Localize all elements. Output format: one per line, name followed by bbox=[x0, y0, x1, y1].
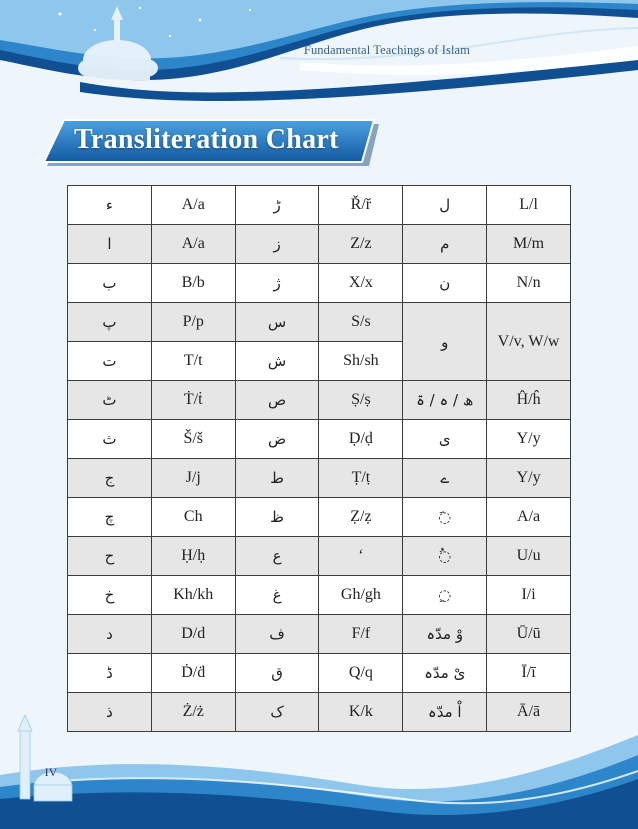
latin-transliteration: Ṭ/ṭ bbox=[319, 459, 403, 498]
latin-transliteration: I/i bbox=[487, 576, 571, 615]
latin-transliteration: Ř/ř bbox=[319, 186, 403, 225]
book-title: Fundamental Teachings of Islam bbox=[303, 43, 470, 57]
arabic-diacritic: ◌ِ bbox=[403, 576, 487, 615]
table-row bbox=[68, 225, 571, 264]
latin-transliteration: S/s bbox=[319, 303, 403, 342]
latin-transliteration: M/m bbox=[487, 225, 571, 264]
latin-transliteration: Y/y bbox=[487, 459, 571, 498]
latin-transliteration: U/u bbox=[487, 537, 571, 576]
arabic-letter: ص bbox=[235, 381, 319, 420]
latin-transliteration: Gh/gh bbox=[319, 576, 403, 615]
arabic-letter: ظ bbox=[235, 498, 319, 537]
arabic-letter: وْ مدّہ bbox=[403, 615, 487, 654]
arabic-letter: ڈ bbox=[68, 654, 152, 693]
arabic-diacritic: ◌َ bbox=[403, 498, 487, 537]
arabic-letter: ٹ bbox=[68, 381, 152, 420]
arabic-letter: ب bbox=[68, 264, 152, 303]
arabic-letter: ث bbox=[68, 420, 152, 459]
latin-transliteration: Q/q bbox=[319, 654, 403, 693]
latin-transliteration: A/a bbox=[151, 225, 235, 264]
table-row bbox=[68, 381, 571, 420]
latin-transliteration: Ẓ/ẓ bbox=[319, 498, 403, 537]
table-row bbox=[68, 186, 571, 225]
latin-transliteration: Kh/kh bbox=[151, 576, 235, 615]
arabic-letter: د bbox=[68, 615, 152, 654]
latin-transliteration: Ch bbox=[151, 498, 235, 537]
arabic-letter: ش bbox=[235, 342, 319, 381]
arabic-diacritic: ◌ُ bbox=[403, 537, 487, 576]
arabic-letter: ا bbox=[68, 225, 152, 264]
arabic-letter: ھ / ہ / ۃ bbox=[403, 381, 487, 420]
footer-wave-decoration bbox=[0, 715, 638, 829]
arabic-letter: ف bbox=[235, 615, 319, 654]
latin-transliteration: Ĥ/ĥ bbox=[487, 381, 571, 420]
arabic-letter: ک bbox=[235, 693, 319, 732]
latin-transliteration: Ḍ/ḍ bbox=[319, 420, 403, 459]
table-row bbox=[68, 459, 571, 498]
latin-transliteration: L/l bbox=[487, 186, 571, 225]
table-row bbox=[68, 420, 571, 459]
latin-transliteration: T/t bbox=[151, 342, 235, 381]
latin-transliteration: Ā/ā bbox=[487, 693, 571, 732]
arabic-letter: ل bbox=[403, 186, 487, 225]
arabic-letter: و bbox=[403, 303, 487, 381]
latin-transliteration: V/v, W/w bbox=[487, 303, 571, 381]
latin-transliteration: Z/z bbox=[319, 225, 403, 264]
arabic-letter: اْ مدّہ bbox=[403, 693, 487, 732]
arabic-letter: چ bbox=[68, 498, 152, 537]
latin-transliteration: B/b bbox=[151, 264, 235, 303]
page-number: IV bbox=[44, 765, 58, 779]
arabic-letter: س bbox=[235, 303, 319, 342]
latin-transliteration: P/p bbox=[151, 303, 235, 342]
latin-transliteration: Ḥ/ḥ bbox=[151, 537, 235, 576]
latin-transliteration: A/a bbox=[487, 498, 571, 537]
latin-transliteration: Ż/ż bbox=[151, 693, 235, 732]
arabic-letter: ح bbox=[68, 537, 152, 576]
arabic-letter: ڑ bbox=[235, 186, 319, 225]
arabic-letter: ز bbox=[235, 225, 319, 264]
arabic-letter: ء bbox=[68, 186, 152, 225]
latin-transliteration: K/k bbox=[319, 693, 403, 732]
latin-transliteration: D/d bbox=[151, 615, 235, 654]
table-row bbox=[68, 615, 571, 654]
arabic-letter: ی bbox=[403, 420, 487, 459]
latin-transliteration: ‘ bbox=[319, 537, 403, 576]
transliteration-table bbox=[67, 185, 571, 732]
latin-transliteration: A/a bbox=[151, 186, 235, 225]
arabic-letter: ع bbox=[235, 537, 319, 576]
table-row bbox=[68, 654, 571, 693]
table-row bbox=[68, 537, 571, 576]
arabic-letter: ے bbox=[403, 459, 487, 498]
arabic-letter: پ bbox=[68, 303, 152, 342]
arabic-letter: ژ bbox=[235, 264, 319, 303]
latin-transliteration: Ū/ū bbox=[487, 615, 571, 654]
latin-transliteration: Ṫ/ṫ bbox=[151, 381, 235, 420]
latin-transliteration: Ī/ī bbox=[487, 654, 571, 693]
latin-transliteration: Sh/sh bbox=[319, 342, 403, 381]
arabic-letter: غ bbox=[235, 576, 319, 615]
arabic-letter: ق bbox=[235, 654, 319, 693]
latin-transliteration: J/j bbox=[151, 459, 235, 498]
arabic-letter: خ bbox=[68, 576, 152, 615]
table-row bbox=[68, 498, 571, 537]
arabic-letter: ج bbox=[68, 459, 152, 498]
page-title: Transliteration Chart bbox=[74, 124, 339, 155]
latin-transliteration: Ṣ/ṣ bbox=[319, 381, 403, 420]
latin-transliteration: X/x bbox=[319, 264, 403, 303]
arabic-letter: ت bbox=[68, 342, 152, 381]
arabic-letter: م bbox=[403, 225, 487, 264]
table-row bbox=[68, 576, 571, 615]
arabic-letter: ذ bbox=[68, 693, 152, 732]
table-row bbox=[68, 264, 571, 303]
latin-transliteration: N/n bbox=[487, 264, 571, 303]
latin-transliteration: Ḋ/ḋ bbox=[151, 654, 235, 693]
arabic-letter: یْ مدّہ bbox=[403, 654, 487, 693]
arabic-letter: ض bbox=[235, 420, 319, 459]
latin-transliteration: F/f bbox=[319, 615, 403, 654]
latin-transliteration: Š/š bbox=[151, 420, 235, 459]
latin-transliteration: Y/y bbox=[487, 420, 571, 459]
table-row bbox=[68, 303, 571, 342]
arabic-letter: ط bbox=[235, 459, 319, 498]
arabic-letter: ن bbox=[403, 264, 487, 303]
